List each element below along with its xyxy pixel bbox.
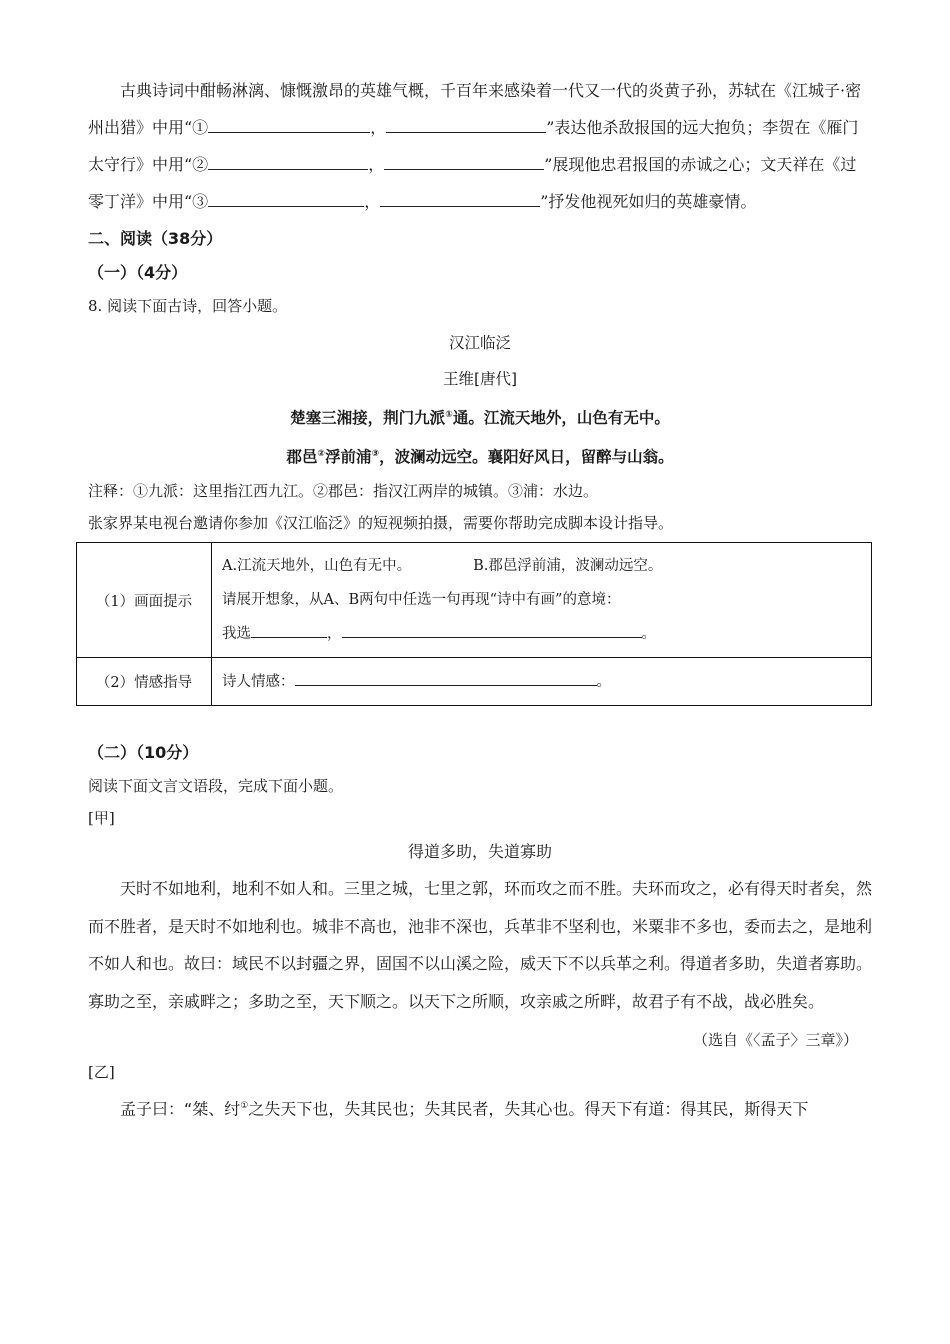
q7-blank-2a[interactable] — [208, 153, 368, 170]
yi-text: 孟子曰：“桀、纣①之失天下也，失其民也；失其民者，失其心也。得天下有道：得其民，斯得天下 — [120, 1099, 809, 1119]
script-design-table — [76, 542, 872, 706]
q7-blank-1a[interactable] — [208, 116, 370, 133]
q7-blank-1b[interactable] — [386, 116, 546, 133]
jia-text: 天时不如地利，地利不如人和。三里之城，七里之郭，环而攻之而不胜。夫环而攻之，必有得天时者矣，然而不胜者，是天时不如地利也。城非不高也，池非不深也，兵革非不坚利也，米粟非不多也，委而去之，是地利不如人和也。故曰：域民不以封疆之界，固国不以山溪之险，威天下不以兵革之利。得道者多助，失道者寡助。寡助之至，亲戚畔之；多助之至，天下顺之。以天下之所顺，攻亲戚之所畔，故君子有不战，战必胜矣。 — [88, 879, 873, 1011]
q7-blank-2b[interactable] — [384, 153, 544, 170]
footnote-2: ② — [317, 449, 325, 460]
poem-notes: 注释：①九派：这里指江西九江。②郡邑：指汉江两岸的城镇。③浦：水边。 — [88, 482, 599, 501]
jia-label: [甲] — [88, 809, 115, 828]
table-row-emotion — [77, 658, 872, 706]
row1-instruction: 请展开想象，从A、B两句中任选一句再现“诗中有画”的意境： — [222, 592, 621, 609]
jia-title: 得道多助，失道寡助 — [407, 842, 552, 862]
footnote-1: ① — [445, 410, 453, 420]
section-2-title: 二、阅读（38分） — [88, 229, 223, 248]
row1-label: （1）画面提示 — [77, 543, 212, 658]
q7-paragraph: 古典诗词中酣畅淋漓、慷慨激昂的英雄气概，千百年来感染着一代又一代的炎黄子孙，苏轼在《江城子·密州出猎》中用“① ， ”表达他杀敌报国的远大抱负；李贺在《雁门太守行》中用“② ， ”展现他忠君报国的赤诚之心；文天祥在《过零丁洋》中用“③ ， ”抒发他视死如归的英雄豪情。 — [88, 81, 862, 211]
poem-line-1: 楚塞三湘接，荆门九派①通。江流天地外，山色有无中。 — [290, 409, 670, 428]
yi-footnote: ① — [240, 1101, 249, 1112]
row2-label: （2）情感指导 — [77, 658, 212, 706]
option-b: B.郡邑浮前浦，波澜动远空。 — [473, 558, 663, 575]
emotion-blank[interactable] — [295, 669, 597, 686]
poem-title: 汉江临泛 — [448, 334, 511, 352]
footnote-3: ③ — [371, 449, 380, 460]
q7-text-2: ”表达他杀敌报国的远大抱负；李贺在《雁门太守行》中用“② — [88, 118, 859, 174]
part-1-title: （一）（4分） — [88, 263, 188, 282]
row1-content: A.江流天地外，山色有无中。 B.郡邑浮前浦，波澜动远空。 请展开想象，从A、B两句中任选一句再现“诗中有画”的意境： 我选 ， 。 — [212, 543, 872, 658]
part-2-prompt: 阅读下面文言文语段，完成下面小题。 — [88, 777, 344, 796]
poem-line-2: 郡邑②浮前浦③，波澜动远空。襄阳好风日，留醉与山翁。 — [286, 448, 674, 467]
exam-page — [88, 72, 872, 1128]
row2-content: 诗人情感： 。 — [212, 658, 872, 706]
q7-text-3: ”展现他忠君报国的赤诚之心；文天祥在《过零丁洋》中用“③ — [88, 155, 857, 211]
choice-blank[interactable] — [251, 621, 327, 638]
scene-description-blank[interactable] — [342, 621, 642, 638]
option-a: A.江流天地外，山色有无中。 — [222, 558, 412, 575]
q7-blank-3b[interactable] — [380, 190, 540, 207]
table-row-scene — [77, 543, 872, 658]
poem-author: 王维[唐代] — [442, 370, 518, 388]
q7-blank-3a[interactable] — [208, 190, 364, 207]
jia-source: （选自《〈孟子〉三章》） — [692, 1031, 858, 1050]
part-2-title: （二）（10分） — [88, 743, 199, 763]
script-table-wrap — [88, 542, 872, 708]
q8-task: 张家界某电视台邀请你参加《汉江临泛》的短视频拍摄，需要你帮助完成脚本设计指导。 — [88, 514, 674, 533]
yi-label: [乙] — [88, 1063, 115, 1082]
q8-prompt: 8. 阅读下面古诗，回答小题。 — [88, 297, 288, 315]
q7-text-1: 古典诗词中酣畅淋漓、慷慨激昂的英雄气概，千百年来感染着一代又一代的炎黄子孙，苏轼在《江城子·密州出猎》中用“① — [88, 81, 862, 137]
q7-text-4: ”抒发他视死如归的英雄豪情。 — [540, 192, 757, 211]
